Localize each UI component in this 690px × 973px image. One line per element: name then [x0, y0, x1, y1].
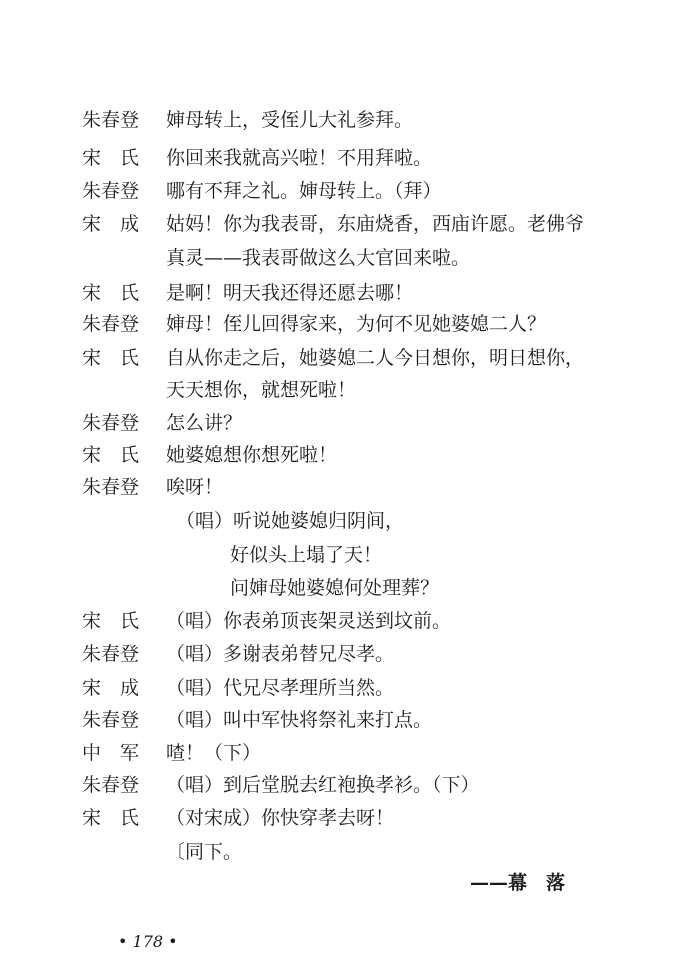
speaker-name: 中 军	[82, 741, 140, 764]
dialogue-text: 她婆媳想你想死啦！	[166, 443, 338, 466]
dialogue-text: 喳！（下）	[166, 741, 262, 764]
dialogue-line	[82, 735, 261, 767]
speaker-name: 朱春登	[82, 179, 140, 202]
speaker-name: 朱春登	[82, 108, 140, 131]
dialogue-text: 婶母！侄儿回得家来，为何不见她婆媳二人？	[166, 312, 547, 335]
dialogue-line	[82, 702, 432, 734]
speaker-name: 宋 氏	[82, 443, 140, 466]
stage-direction	[166, 834, 242, 866]
dialogue-text: 姑妈！你为我表哥，东庙烧香，西庙许愿。老佛爷	[166, 212, 585, 235]
sung-line	[176, 503, 404, 535]
dialogue-line	[82, 800, 394, 832]
dialogue-line	[82, 173, 442, 205]
dialogue-text: （对宋成）你快穿孝去呀！	[166, 806, 395, 829]
speaker-name: 宋 氏	[82, 609, 140, 632]
speaker-name: 宋 氏	[82, 281, 140, 304]
dialogue-text: 是啊！明天我还得还愿去哪！	[166, 281, 414, 304]
dialogue-text: 自从你走之后，她婆媳二人今日想你，明日想你，	[166, 346, 585, 369]
speaker-name: 朱春登	[82, 411, 140, 434]
dialogue-line	[82, 670, 394, 702]
speaker-name: 朱春登	[82, 475, 140, 498]
dialogue-text: （唱）叫中军快将祭礼来打点。	[166, 708, 433, 731]
dialogue-text: 〔同下。	[166, 840, 243, 863]
dialogue-continuation	[166, 240, 470, 272]
dialogue-line	[82, 206, 584, 238]
dialogue-text: 问婶母她婆媳何处理葬？	[230, 576, 440, 599]
dialogue-line	[82, 102, 413, 134]
curtain-fall: ——幕 落	[470, 872, 566, 894]
dialogue-text: （唱）听说她婆媳归阴间，	[176, 509, 405, 532]
dialogue-text: 真灵——我表哥做这么大官回来啦。	[166, 246, 471, 269]
dialogue-text: 哪有不拜之礼。婶母转上。（拜）	[166, 179, 442, 202]
dialogue-text: （唱）代兄尽孝理所当然。	[166, 676, 395, 699]
speaker-name: 宋 氏	[82, 806, 140, 829]
speaker-name: 宋 氏	[82, 346, 140, 369]
dialogue-line	[82, 437, 337, 469]
speaker-name: 朱春登	[82, 312, 140, 335]
dialogue-text: 唉呀！	[166, 475, 224, 498]
speaker-name: 宋 成	[82, 676, 140, 699]
speaker-name: 朱春登	[82, 642, 140, 665]
dialogue-text: （唱）多谢表弟替兄尽孝。	[166, 642, 395, 665]
dialogue-line	[82, 306, 546, 338]
dialogue-text: 婶母转上，受侄儿大礼参拜。	[166, 108, 414, 131]
dialogue-text: （唱）到后堂脱去红袍换孝衫。（下）	[166, 773, 480, 796]
page-number: • 178 •	[118, 932, 178, 951]
dialogue-text: 好似头上塌了天！	[230, 543, 383, 566]
dialogue-line	[82, 140, 432, 172]
dialogue-line	[82, 636, 394, 668]
dialogue-line	[82, 469, 223, 501]
speaker-name: 宋 成	[82, 212, 140, 235]
dialogue-line	[82, 405, 242, 437]
dialogue-line	[82, 275, 413, 307]
dialogue-continuation	[166, 372, 356, 404]
dialogue-line	[82, 340, 584, 372]
sung-line	[230, 537, 382, 569]
dialogue-line	[82, 767, 480, 799]
dialogue-line	[82, 603, 451, 635]
sung-line	[230, 570, 439, 602]
dialogue-text: 怎么讲？	[166, 411, 243, 434]
dialogue-text: （唱）你表弟顶丧架灵送到坟前。	[166, 609, 452, 632]
dialogue-text: 天天想你，就想死啦！	[166, 378, 357, 401]
dialogue-text: 你回来我就高兴啦！不用拜啦。	[166, 146, 433, 169]
speaker-name: 朱春登	[82, 708, 140, 731]
speaker-name: 朱春登	[82, 773, 140, 796]
speaker-name: 宋 氏	[82, 146, 140, 169]
